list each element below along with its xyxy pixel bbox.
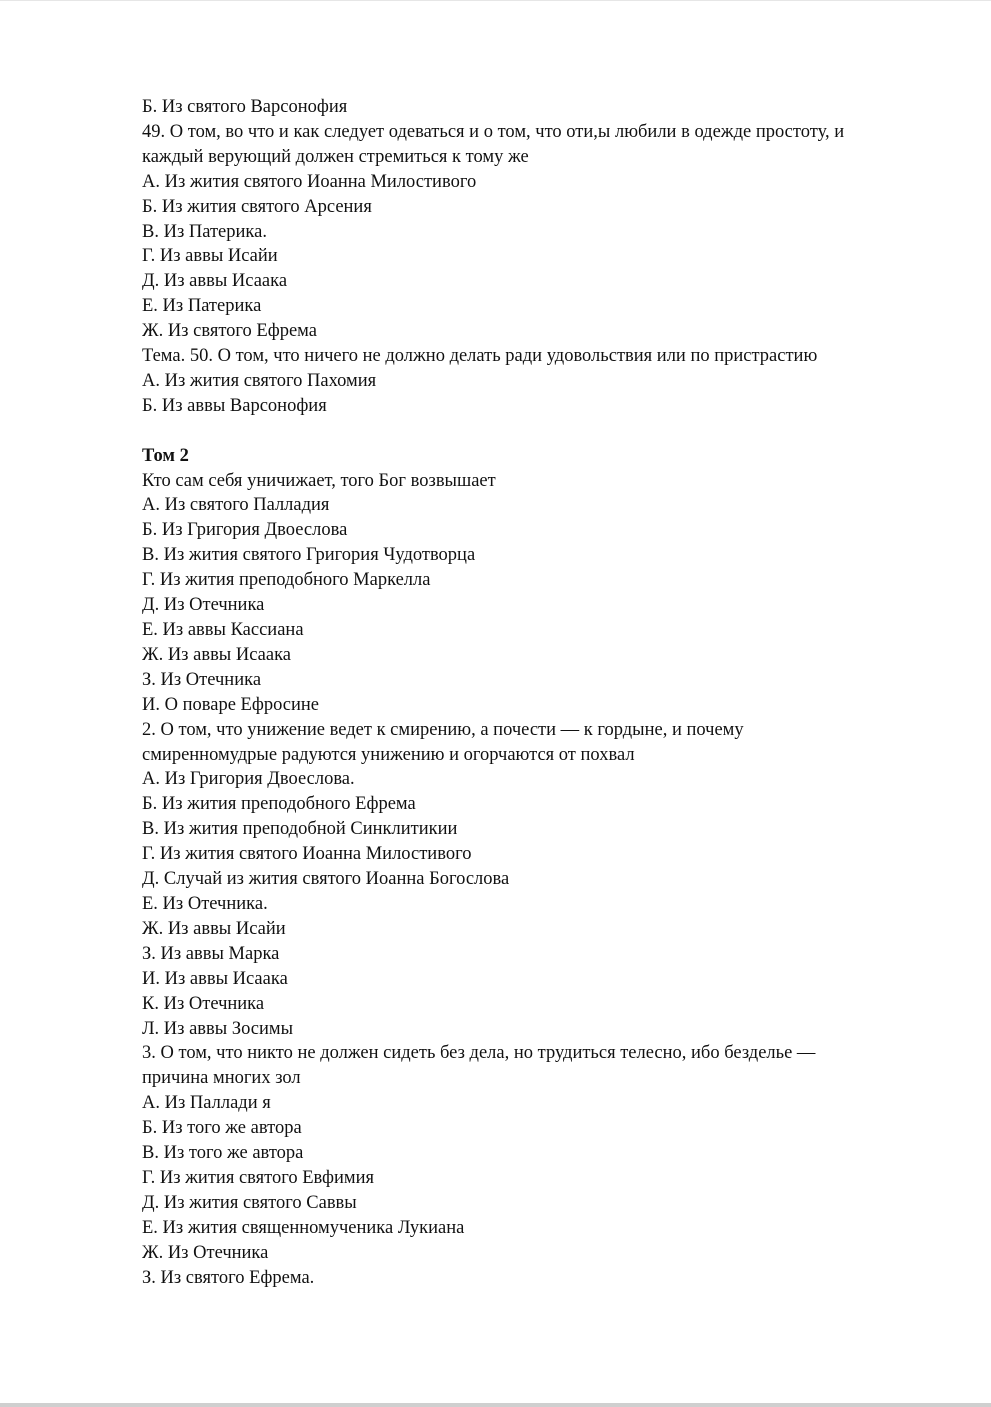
text-line: смиренномудрые радуются унижению и огорчаются от похвал [142, 744, 635, 765]
text-line: И. Из аввы Исаака [142, 968, 288, 989]
text-line: Д. Случай из жития святого Иоанна Богослова [142, 869, 510, 890]
section-spacer [142, 419, 932, 444]
page-bottom-edge [0, 1403, 991, 1407]
text-line: А. Из жития святого Пахомия [142, 370, 377, 391]
text-line: Б. Из аввы Варсонофия [142, 395, 327, 416]
text-line: К. Из Отечника [142, 993, 265, 1014]
text-line: Е. Из Патерика [142, 296, 262, 317]
text-line: З. Из святого Ефрема. [142, 1267, 315, 1288]
text-line: В. Из жития святого Григория Чудотворца [142, 545, 476, 566]
text-line: А. Из Паллади я [142, 1093, 271, 1114]
text-line: Б. Из Григория Двоеслова [142, 520, 348, 541]
text-line: Ж. Из аввы Исайи [142, 918, 286, 939]
text-line: Ж. Из аввы Исаака [142, 644, 291, 665]
text-line: Ж. Из Отечника [142, 1242, 269, 1263]
text-line: Кто сам себя уничижает, того Бог возвышает [142, 470, 496, 491]
text-line: З. Из аввы Марка [142, 943, 280, 964]
text-line: причина многих зол [142, 1068, 301, 1089]
text-line: Е. Из аввы Кассиана [142, 620, 304, 641]
text-line: А. Из жития святого Иоанна Милостивого [142, 171, 477, 192]
text-line: А. Из Григория Двоеслова. [142, 769, 355, 790]
text-line: Д. Из аввы Исаака [142, 271, 288, 292]
text-line: Г. Из жития святого Иоанна Милостивого [142, 844, 472, 865]
text-line: Ж. Из святого Ефрема [142, 321, 317, 342]
text-line: В. Из того же автора [142, 1143, 304, 1164]
text-line: В. Из жития преподобной Синклитикии [142, 819, 458, 840]
text-line: З. Из Отечника [142, 669, 262, 690]
text-line: Е. Из Отечника. [142, 893, 268, 914]
text-line: В. Из Патерика. [142, 221, 267, 242]
text-line: Д. Из жития святого Саввы [142, 1192, 357, 1213]
text-line: 49. О том, во что и как следует одеваться и о том, что оти,ы любили в одежде простоту, и [142, 121, 845, 142]
text-line: Е. Из жития священномученика Лукиана [142, 1217, 465, 1238]
section-part-2 [142, 444, 932, 1291]
text-line: Тема. 50. О том, что ничего не должно делать ради удовольствия или по пристрастию [142, 346, 818, 367]
text-line: каждый верующий должен стремиться к тому же [142, 146, 529, 167]
text-line: 3. О том, что никто не должен сидеть без дела, но трудиться телесно, ибо безделье — [142, 1043, 816, 1064]
text-line: Б. Из жития святого Арсения [142, 196, 372, 217]
document-body [142, 95, 932, 1290]
text-line: Г. Из жития святого Евфимия [142, 1167, 375, 1188]
text-line: А. Из святого Палладия [142, 495, 330, 516]
text-line: Б. Из жития преподобного Ефрема [142, 794, 416, 815]
section-heading: Том 2 [142, 445, 189, 466]
text-line: Д. Из Отечника [142, 595, 265, 616]
text-line: И. О поваре Ефросине [142, 694, 320, 715]
text-line: Б. Из святого Варсонофия [142, 97, 348, 117]
text-line: Л. Из аввы Зосимы [142, 1018, 294, 1039]
section-part-1 [142, 95, 932, 419]
text-line: Б. Из того же автора [142, 1118, 302, 1139]
text-line: 2. О том, что унижение ведет к смирению, а почести — к гордыне, и почему [142, 719, 744, 740]
text-line: Г. Из жития преподобного Маркелла [142, 570, 431, 591]
text-line: Г. Из аввы Исайи [142, 246, 278, 267]
